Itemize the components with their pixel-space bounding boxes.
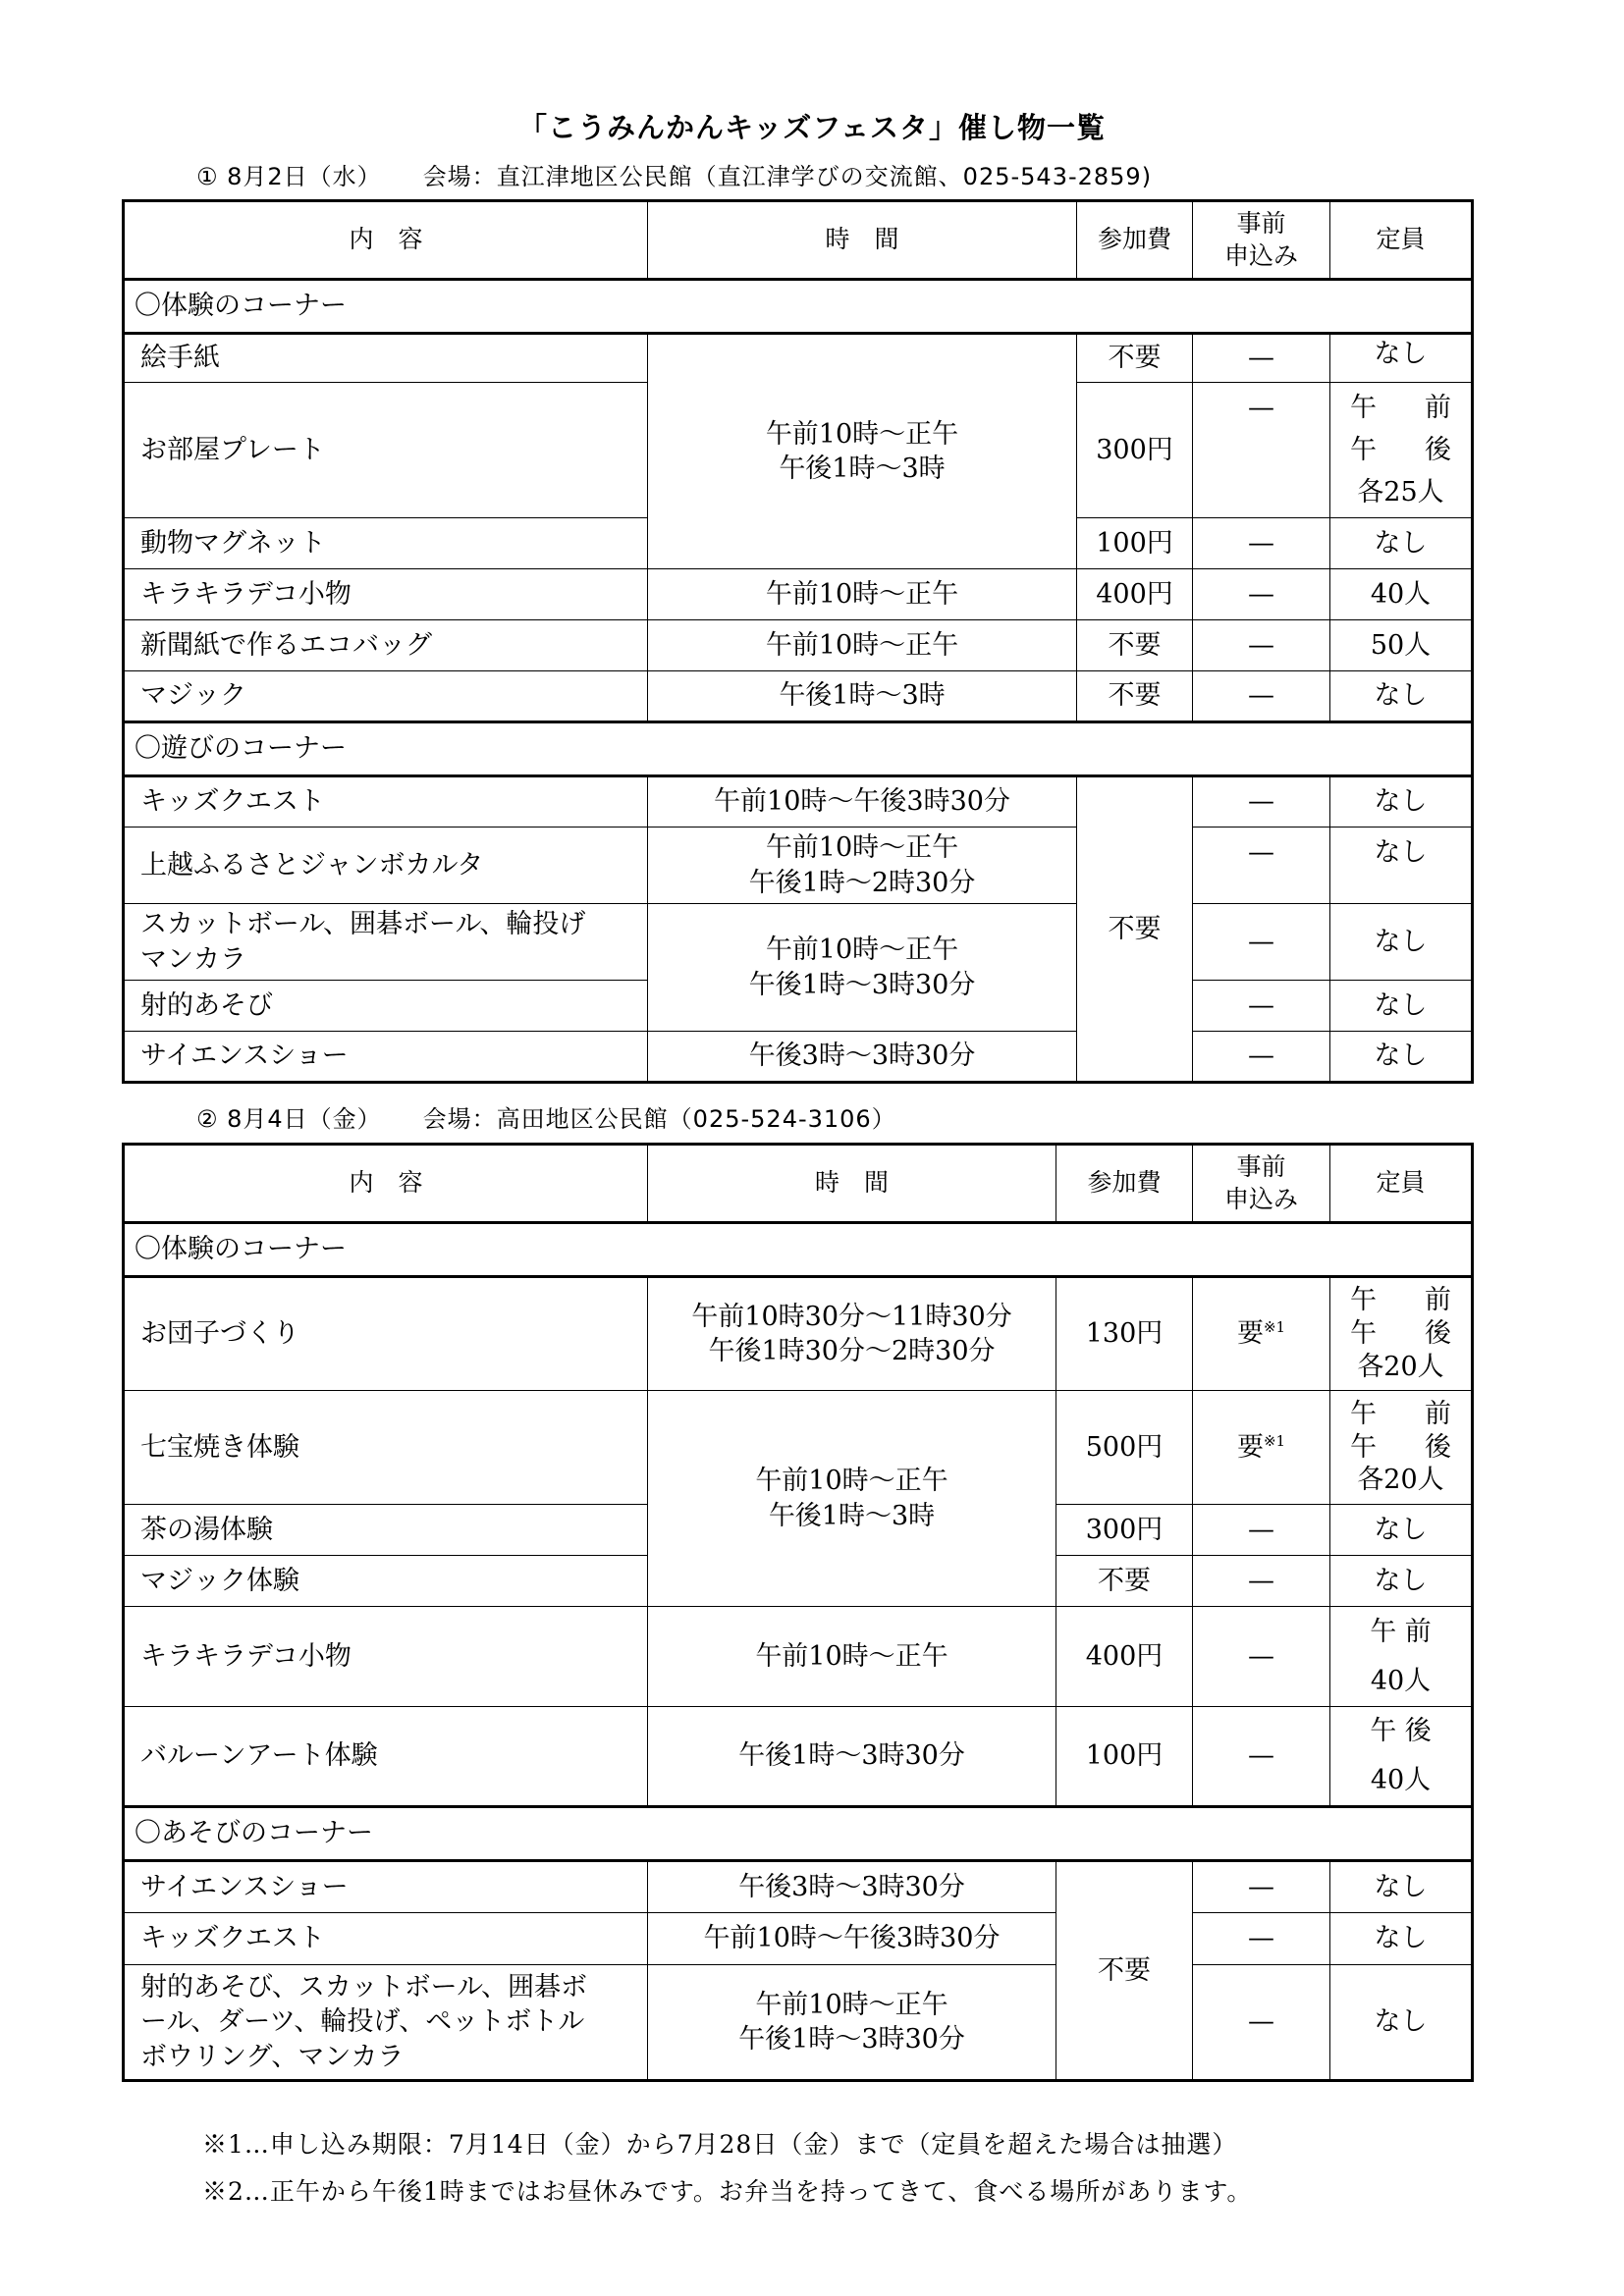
- event-fee: 不要: [1056, 1556, 1193, 1607]
- event-name-line: スカットボール、囲碁ボール、輪投げ: [140, 909, 586, 940]
- column-header-capacity: 定員: [1330, 1145, 1473, 1223]
- event-capacity: なし: [1330, 1505, 1473, 1556]
- event-name-line: ボウリング、マンカラ: [140, 2041, 405, 2072]
- event-capacity: 50人: [1330, 620, 1473, 671]
- time-line: 午前10時～正午: [765, 832, 959, 864]
- event-name-line: ール、ダーツ、輪投げ、ペットボトル: [140, 2006, 585, 2038]
- session-1-date: ① 8月2日（水）: [196, 163, 382, 190]
- time-line: 午前10時～正午: [755, 1989, 948, 2020]
- event-name: キラキラデコ小物: [124, 1607, 648, 1707]
- session-2-venue: 会場：高田地区公民館（025-524-3106）: [422, 1105, 896, 1133]
- section-label: 〇体験のコーナー: [124, 280, 1473, 334]
- event-time: [648, 828, 1077, 904]
- event-name: サイエンスショー: [124, 1861, 648, 1913]
- event-capacity: なし: [1330, 904, 1473, 981]
- event-fee: 不要: [1077, 776, 1193, 1083]
- event-fee: 100円: [1056, 1707, 1193, 1807]
- capacity-line: 午 前: [1350, 392, 1451, 423]
- event-apply: —: [1193, 1965, 1330, 2081]
- event-fee: 500円: [1056, 1391, 1193, 1505]
- event-time: [648, 904, 1077, 1032]
- event-time: 午前10時～正午: [648, 569, 1077, 620]
- event-capacity: [1330, 1277, 1473, 1391]
- event-name: サイエンスショー: [124, 1032, 648, 1083]
- event-apply: [1193, 1391, 1330, 1505]
- session-1-heading: [196, 157, 1152, 191]
- event-name: キラキラデコ小物: [124, 569, 648, 620]
- event-name: 七宝焼き体験: [124, 1391, 648, 1505]
- column-header-content: 内 容: [124, 201, 648, 280]
- capacity-line: 午 前: [1350, 1398, 1451, 1429]
- event-apply: —: [1193, 904, 1330, 981]
- event-time: 午後3時～3時30分: [648, 1032, 1077, 1083]
- event-fee: 130円: [1056, 1277, 1193, 1391]
- event-apply: —: [1193, 1607, 1330, 1707]
- capacity-line: 40人: [1370, 1665, 1432, 1696]
- capacity-line: 午 前: [1370, 1616, 1432, 1647]
- event-apply: —: [1193, 334, 1330, 383]
- event-apply: —: [1193, 383, 1330, 518]
- event-name-line: 射的あそび、スカットボール、囲碁ボ: [140, 1972, 587, 2003]
- section-label: 〇あそびのコーナー: [124, 1807, 1473, 1861]
- event-apply: —: [1193, 1032, 1330, 1083]
- session-1-venue: 会場：直江津地区公民館（直江津学びの交流館、025-543-2859): [422, 163, 1153, 190]
- capacity-line: 午 前: [1350, 1285, 1451, 1316]
- time-line: 午後1時～3時30分: [738, 2024, 965, 2055]
- event-name-line: マンカラ: [140, 943, 246, 975]
- event-fee: 300円: [1056, 1505, 1193, 1556]
- time-line: 午後1時～3時: [779, 454, 946, 484]
- event-fee: 100円: [1077, 518, 1193, 569]
- footnote-mark: ※1: [1263, 1431, 1286, 1450]
- event-capacity: なし: [1330, 1861, 1473, 1913]
- capacity-line: 各20人: [1357, 1465, 1444, 1496]
- event-fee: 不要: [1077, 620, 1193, 671]
- event-name: 絵手紙: [124, 334, 648, 383]
- event-time: 午後1時～3時30分: [648, 1707, 1056, 1807]
- event-apply: —: [1193, 981, 1330, 1032]
- event-fee: 300円: [1077, 383, 1193, 518]
- event-capacity: なし: [1330, 1913, 1473, 1965]
- event-apply: —: [1193, 1913, 1330, 1965]
- event-capacity: [1330, 1391, 1473, 1505]
- column-header-apply: 事前 申込み: [1193, 201, 1330, 280]
- event-capacity: なし: [1330, 518, 1473, 569]
- event-time: 午前10時～午後3時30分: [648, 776, 1077, 828]
- time-line: 午後1時30分～2時30分: [708, 1336, 996, 1366]
- event-time: [648, 1277, 1056, 1391]
- event-fee: 400円: [1056, 1607, 1193, 1707]
- event-time: 午前10時～正午: [648, 620, 1077, 671]
- event-apply: —: [1193, 776, 1330, 828]
- time-line: 午前10時～正午: [765, 418, 959, 450]
- event-name: マジック: [124, 671, 648, 722]
- event-name: [124, 904, 648, 981]
- time-line: 午前10時30分～11時30分: [691, 1301, 1012, 1332]
- capacity-line: 各20人: [1357, 1351, 1444, 1382]
- time-line: 午後1時～2時30分: [748, 867, 976, 898]
- footnote-2: ※2…正午から午後1時まではお昼休みです。お弁当を持ってきて、食べる場所があります。: [202, 2177, 1253, 2206]
- event-fee: 400円: [1077, 569, 1193, 620]
- event-capacity: なし: [1330, 1965, 1473, 2081]
- event-time: 午前10時～正午: [648, 1607, 1056, 1707]
- event-name: 茶の湯体験: [124, 1505, 648, 1556]
- column-header-content: 内 容: [124, 1145, 648, 1223]
- event-apply: —: [1193, 518, 1330, 569]
- time-line: 午後1時～3時: [768, 1500, 936, 1531]
- apply-value: 要: [1236, 1431, 1264, 1463]
- column-header-time: 時 間: [648, 1145, 1056, 1223]
- event-time: [648, 1391, 1056, 1607]
- event-time: 午後3時～3時30分: [648, 1861, 1056, 1913]
- time-line: 午前10時～正午: [765, 934, 959, 966]
- session-2-table: [122, 1143, 1474, 2082]
- session-1-table: [122, 199, 1474, 1084]
- apply-value: 要: [1236, 1318, 1264, 1350]
- event-capacity: なし: [1330, 334, 1473, 383]
- event-time: [648, 1965, 1056, 2081]
- event-apply: —: [1193, 828, 1330, 904]
- event-capacity: なし: [1330, 1556, 1473, 1607]
- event-name: マジック体験: [124, 1556, 648, 1607]
- event-time: 午前10時～午後3時30分: [648, 1913, 1056, 1965]
- capacity-line: 午 後: [1350, 434, 1451, 465]
- event-time: [648, 334, 1077, 569]
- event-capacity: 40人: [1330, 569, 1473, 620]
- column-header-fee: 参加費: [1056, 1145, 1193, 1223]
- time-line: 午後1時～3時30分: [748, 969, 976, 1000]
- page-title: 「こうみんかんキッズフェスタ」催し物一覧: [518, 111, 1106, 144]
- event-fee: 不要: [1077, 334, 1193, 383]
- capacity-line: 午 後: [1370, 1716, 1432, 1747]
- event-fee: 不要: [1056, 1861, 1193, 2081]
- event-capacity: [1330, 1607, 1473, 1707]
- section-label: 〇体験のコーナー: [124, 1223, 1473, 1277]
- session-2-date: ② 8月4日（金）: [196, 1105, 382, 1133]
- event-apply: —: [1193, 1707, 1330, 1807]
- section-label: 〇遊びのコーナー: [124, 722, 1473, 776]
- event-name: 新聞紙で作るエコバッグ: [124, 620, 648, 671]
- session-2-heading: [196, 1099, 896, 1134]
- event-apply: —: [1193, 1505, 1330, 1556]
- event-capacity: なし: [1330, 1032, 1473, 1083]
- footnote-1: ※1…申し込み期限：7月14日（金）から7月28日（金）まで（定員を超えた場合は抽選）: [202, 2130, 1238, 2159]
- event-fee: 不要: [1077, 671, 1193, 722]
- event-name: キッズクエスト: [124, 1913, 648, 1965]
- column-header-time: 時 間: [648, 201, 1077, 280]
- event-apply: —: [1193, 620, 1330, 671]
- footnote-mark: ※1: [1263, 1318, 1286, 1337]
- event-time: 午後1時～3時: [648, 671, 1077, 722]
- event-name: バルーンアート体験: [124, 1707, 648, 1807]
- event-capacity: なし: [1330, 828, 1473, 904]
- event-capacity: なし: [1330, 776, 1473, 828]
- capacity-line: 各25人: [1357, 477, 1444, 508]
- event-apply: —: [1193, 569, 1330, 620]
- event-apply: —: [1193, 671, 1330, 722]
- event-apply: —: [1193, 1861, 1330, 1913]
- event-name: 動物マグネット: [124, 518, 648, 569]
- event-name: [124, 1965, 648, 2081]
- column-header-capacity: 定員: [1330, 201, 1473, 280]
- capacity-line: 40人: [1370, 1765, 1432, 1795]
- event-name: 上越ふるさとジャンボカルタ: [124, 828, 648, 904]
- event-apply: —: [1193, 1556, 1330, 1607]
- column-header-fee: 参加費: [1077, 201, 1193, 280]
- capacity-line: 午 後: [1350, 1431, 1451, 1463]
- event-name: お団子づくり: [124, 1277, 648, 1391]
- capacity-line: 午 後: [1350, 1318, 1451, 1350]
- event-apply: [1193, 1277, 1330, 1391]
- event-capacity: [1330, 1707, 1473, 1807]
- time-line: 午前10時～正午: [755, 1466, 948, 1497]
- event-capacity: なし: [1330, 671, 1473, 722]
- event-name: キッズクエスト: [124, 776, 648, 828]
- event-capacity: なし: [1330, 981, 1473, 1032]
- event-name: 射的あそび: [124, 981, 648, 1032]
- event-name: お部屋プレート: [124, 383, 648, 518]
- column-header-apply: 事前 申込み: [1193, 1145, 1330, 1223]
- event-capacity: [1330, 383, 1473, 518]
